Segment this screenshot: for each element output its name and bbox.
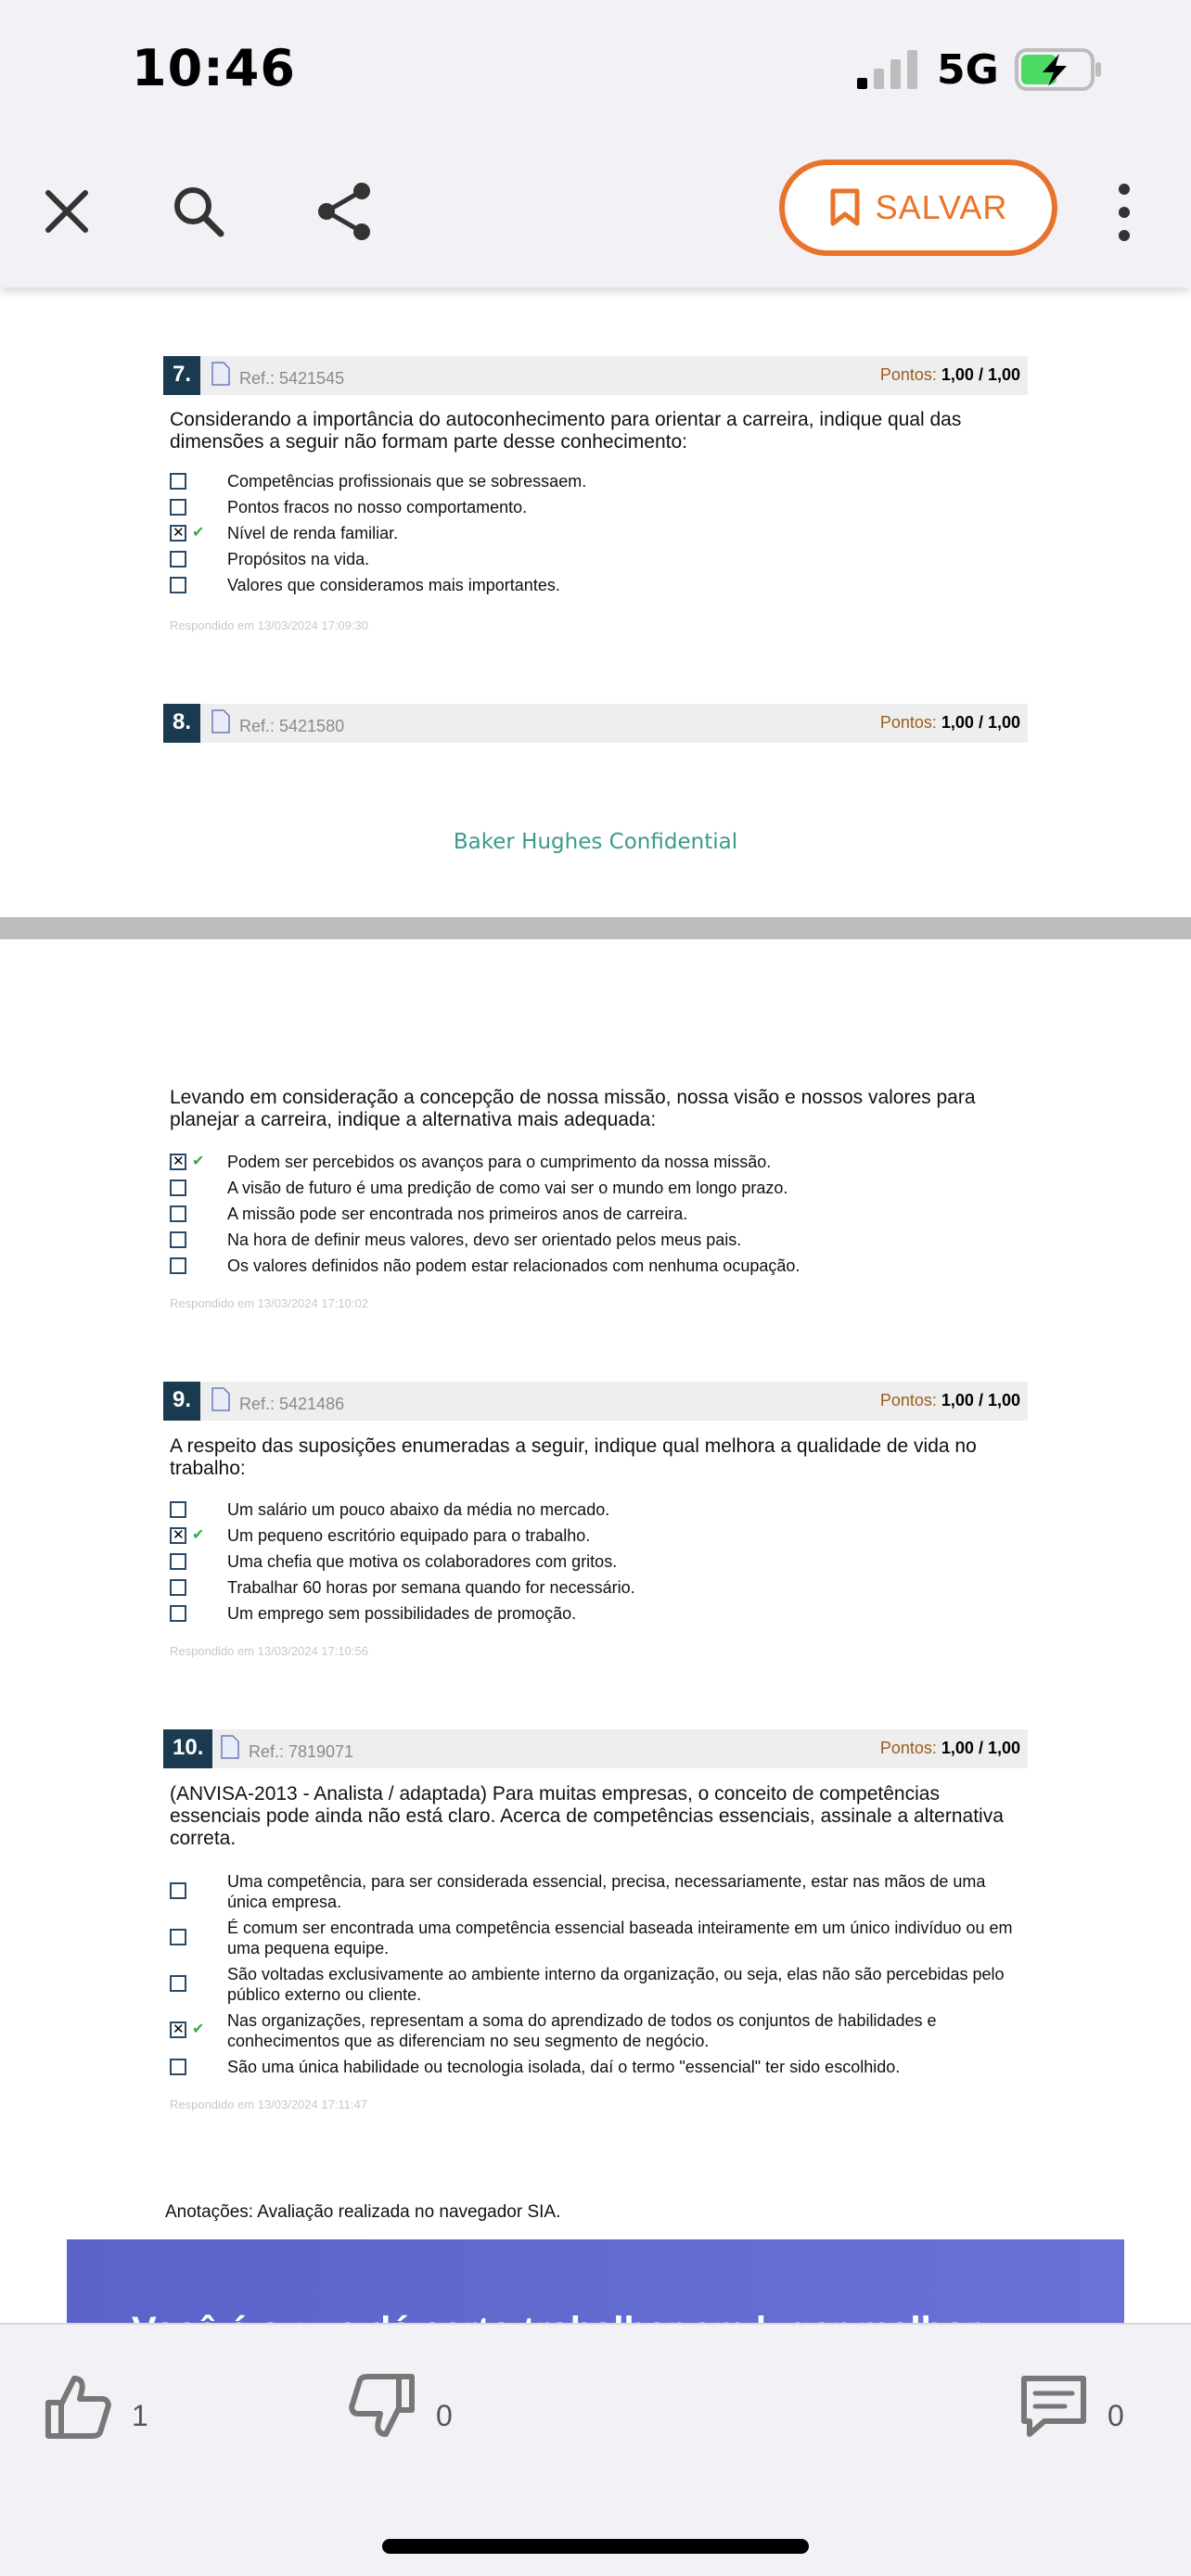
battery-icon — [1015, 48, 1102, 91]
document-icon — [221, 1735, 239, 1759]
checkbox-checked[interactable] — [170, 1154, 186, 1170]
question-number: 9. — [163, 1382, 200, 1421]
notes: Anotações: Avaliação realizada no navegador SIA. — [165, 2202, 561, 2222]
checkbox[interactable] — [170, 1553, 186, 1570]
checkbox[interactable] — [170, 1205, 186, 1222]
question-text: Levando em consideração a concepção de nossa missão, nossa visão e nossos valores para planejar a carreira, indique a alternativa mais adequada: — [170, 1087, 976, 1130]
answered-timestamp: Respondido em 13/03/2024 17:10:56 — [170, 1644, 368, 1658]
checkbox[interactable] — [170, 551, 186, 567]
checkbox-checked[interactable] — [170, 2021, 186, 2038]
checkbox[interactable] — [170, 1501, 186, 1518]
bookmark-icon — [829, 188, 861, 227]
checkbox-checked[interactable] — [170, 1527, 186, 1544]
answered-timestamp: Respondido em 13/03/2024 17:09:30 — [170, 618, 368, 632]
page-divider — [0, 917, 1191, 939]
search-icon[interactable] — [163, 176, 234, 247]
share-icon[interactable] — [310, 176, 380, 247]
question-ref: Ref.: 5421545 — [239, 369, 345, 388]
network-type: 5G — [937, 46, 999, 94]
question-points: Pontos: 1,00 / 1,00 — [879, 1739, 1020, 1757]
correct-check-icon: ✔ — [192, 2020, 205, 2037]
question-header — [163, 1729, 1028, 1768]
dislikes-count: 0 — [436, 2399, 453, 2432]
checkbox[interactable] — [170, 1975, 186, 1992]
correct-check-icon: ✔ — [192, 1152, 205, 1169]
question-points: Pontos: 1,00 / 1,00 — [879, 365, 1020, 384]
more-options-icon[interactable] — [1113, 180, 1135, 245]
checkbox-checked[interactable] — [170, 525, 186, 542]
comment-icon[interactable] — [1017, 2369, 1091, 2443]
question-text: A respeito das suposições enumeradas a seguir, indique qual melhora a qualidade de vida no trabalho: — [170, 1435, 977, 1479]
checkbox[interactable] — [170, 577, 186, 593]
checkbox[interactable] — [170, 2059, 186, 2075]
checkbox[interactable] — [170, 473, 186, 490]
answered-timestamp: Respondido em 13/03/2024 17:10:02 — [170, 1296, 368, 1310]
toolbar — [0, 139, 1191, 287]
question-header — [163, 704, 1028, 743]
comments-count: 0 — [1108, 2399, 1124, 2432]
thumbs-up-icon[interactable] — [41, 2369, 115, 2443]
question-text: (ANVISA-2013 - Analista / adaptada) Para muitas empresas, o conceito de competências essenciais pode ainda não está claro. Acerca de competências essenciais, assinale a alternativa correta. — [170, 1783, 1004, 1849]
close-icon[interactable] — [32, 176, 102, 247]
checkbox[interactable] — [170, 1180, 186, 1196]
clock: 10:46 — [132, 39, 296, 97]
checkbox[interactable] — [170, 499, 186, 516]
question-ref: Ref.: 7819071 — [249, 1742, 354, 1761]
signal-icon — [857, 50, 918, 89]
document-icon — [211, 1387, 230, 1411]
question-number: 8. — [163, 704, 200, 743]
question-number: 10. — [163, 1729, 212, 1768]
answered-timestamp: Respondido em 13/03/2024 17:11:47 — [170, 2098, 367, 2111]
checkbox[interactable] — [170, 1605, 186, 1622]
question-ref: Ref.: 5421486 — [239, 1395, 345, 1413]
document-icon — [211, 362, 230, 386]
confidential-footer: Baker Hughes Confidential — [453, 830, 738, 854]
home-indicator[interactable] — [382, 2539, 809, 2554]
checkbox[interactable] — [170, 1579, 186, 1596]
correct-check-icon: ✔ — [192, 523, 205, 541]
thumbs-down-icon[interactable] — [345, 2369, 419, 2443]
promo-banner[interactable] — [67, 2239, 1124, 2323]
save-label: SALVAR — [875, 188, 1008, 226]
question-number: 7. — [163, 356, 200, 395]
question-text: Considerando a importância do autoconhecimento para orientar a carreira, indique qual das dimensões a seguir não formam parte desse conhecimento: — [170, 409, 962, 453]
question-header — [163, 1382, 1028, 1421]
question-points: Pontos: 1,00 / 1,00 — [879, 713, 1020, 732]
question-points: Pontos: 1,00 / 1,00 — [879, 1391, 1020, 1409]
document-viewer[interactable]: 7. Ref.: 5421545 Pontos: 1,00 / 1,00 Considerando a importância do autoconhecimento para orientar a carreira, indique qual das dimensões a seguir não formam parte desse conhecimento: Competências profissionais que se sobressaem. Pontos fracos no nosso comportamento. ✕ ✔ Nível de renda familiar. Propósitos na vida. Valores que consideramos mais importantes. Respondido em 13/03/2024 17:09:30 8. Ref.: 5421580 Pontos: 1,00 / 1,00 Baker Hughes Confidential Levando em consideração a concepção de nossa missão, nossa visão e nossos valores para planejar a carreira, indique a alternativa mais adequada: ✕ ✔ Podem ser percebidos os avanços para o cumprimento da nossa missão. A visão de futuro é uma predição de como vai ser o mundo em longo prazo. A missão pode ser encontrada nos primeiros anos de carreira. Na hora de definir meus valores, devo ser orientado pelos meus pais. Os valores definidos não podem estar relacionados com nenhuma ocupação. Respondido em 13/03/2024 17:10:02 9. Ref.: 5421486 Pontos: 1,00 / 1,00 A respeito das suposições enumeradas a seguir, indique qual melhora a qualidade de vida no trabalho: Um salário um pouco abaixo da média no mercado. ✕ ✔ Um pequeno escritório equipado para o trabalho. Uma chefia que motiva os colaboradores com gritos. Trabalhar 60 horas por semana quando for necessário. Um emprego sem possibilidades de promoção. Respondido em 13/03/2024 17:10:56 10. Ref.: 7819071 Pontos: 1,00 / 1,00 (ANVISA-2013 - Analista / adaptada) Para muitas empresas, o conceito de competências essenciais pode ainda não está claro. Acerca de competências essenciais, assinale a alternativa correta. Uma competência, para ser considerada essencial, precisa, necessariamente, estar nas mãos de uma única empresa. É comum ser encontrada uma competência essencial baseada inteiramente em um único indivíduo ou em uma pequena equipe. São voltadas exclusivamente ao ambiente interno da organização, ou seja, elas não são percebidas pelo público externo ou cliente. ✕ ✔ Nas organizações, representam a soma do aprendizado de todos os conjuntos de habilidades e conhecimentos que as diferenciam no seu segmento de negócio. São uma única habilidade ou tecnologia isolada, daí o termo "essencial" ter sido escolhido. Respondido em 13/03/2024 17:11:47 Anotações: Avaliação realizada no navegador SIA. — [0, 287, 1191, 2323]
checkbox[interactable] — [170, 1882, 186, 1899]
checkbox[interactable] — [170, 1929, 186, 1945]
document-icon — [211, 709, 230, 733]
question-ref: Ref.: 5421580 — [239, 717, 345, 735]
status-bar — [0, 0, 1191, 139]
correct-check-icon: ✔ — [192, 1525, 205, 1543]
likes-count: 1 — [132, 2399, 148, 2432]
question-header — [163, 356, 1028, 395]
checkbox[interactable] — [170, 1257, 186, 1274]
checkbox[interactable] — [170, 1231, 186, 1248]
save-button[interactable] — [779, 159, 1057, 256]
